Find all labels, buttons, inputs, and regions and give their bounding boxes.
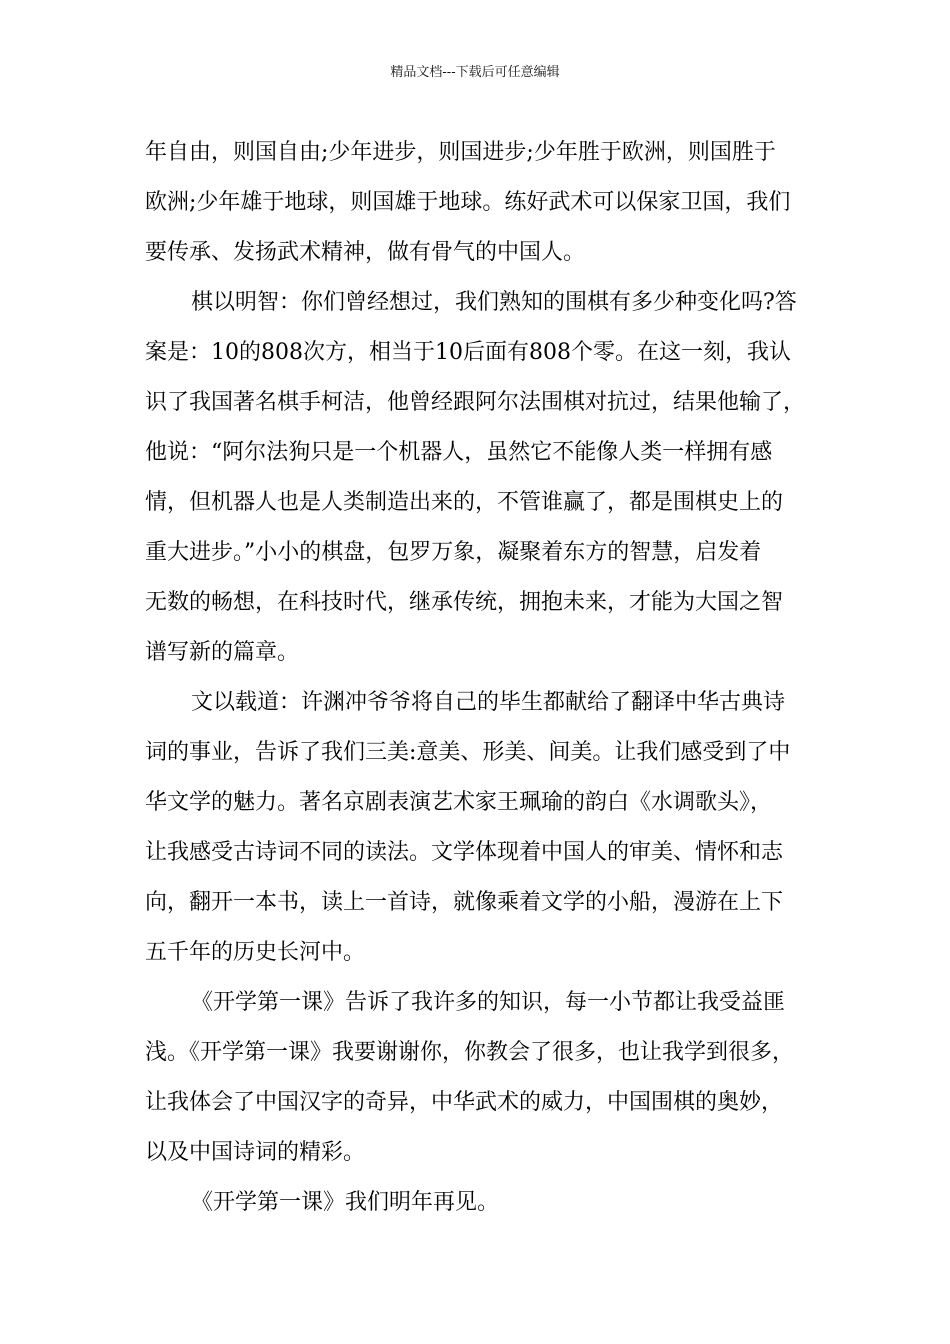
text-line: 识了我国著名棋手柯洁，他曾经跟阿尔法围棋对抗过，结果他输了， bbox=[145, 390, 806, 415]
text-line: 华文学的魅力。著名京剧表演艺术家王珮瑜的韵白《水调歌头》， bbox=[145, 790, 773, 815]
text-line: 案是：10的808次方，相当于10后面有808个零。在这一刻，我认 bbox=[145, 340, 791, 365]
paragraph bbox=[145, 978, 815, 1178]
document-body bbox=[145, 128, 815, 1228]
text-line: 《开学第一课》我们明年再见。 bbox=[191, 1190, 500, 1215]
text-line: 他说：“阿尔法狗只是一个机器人，虽然它不能像人类一样拥有感 bbox=[145, 440, 773, 465]
text-line: 无数的畅想，在科技时代，继承传统，拥抱未来，才能为大国之智 bbox=[145, 590, 784, 615]
text-line: 向，翻开一本书，读上一首诗，就像乘着文学的小船，漫游在上下 bbox=[145, 890, 784, 915]
paragraph bbox=[145, 128, 815, 278]
text-line: 《开学第一课》告诉了我许多的知识，每一小节都让我受益匪 bbox=[191, 990, 786, 1015]
text-line: 年自由，则国自由;少年进步，则国进步;少年胜于欧洲，则国胜于 bbox=[145, 140, 776, 165]
paragraph bbox=[145, 278, 815, 678]
text-line: 让我感受古诗词不同的读法。文学体现着中国人的审美、情怀和志 bbox=[145, 840, 784, 865]
text-line: 浅。《开学第一课》我要谢谢你，你教会了很多，也让我学到很多， bbox=[145, 1040, 795, 1065]
text-line: 谱写新的篇章。 bbox=[145, 640, 300, 665]
text-line: 要传承、发扬武术精神，做有骨气的中国人。 bbox=[145, 240, 586, 265]
paragraph bbox=[145, 678, 815, 978]
paragraph bbox=[145, 1178, 815, 1228]
text-line: 五千年的历史长河中。 bbox=[145, 940, 366, 965]
text-line: 情，但机器人也是人类制造出来的，不管谁赢了，都是围棋史上的 bbox=[145, 490, 784, 515]
page-header: 精品文档---下载后可任意编辑 bbox=[390, 65, 560, 80]
text-line: 文以载道：许渊冲爷爷将自己的毕生都献给了翻译中华古典诗 bbox=[191, 690, 786, 715]
text-line: 重大进步。”小小的棋盘，包罗万象，凝聚着东方的智慧，启发着 bbox=[145, 540, 762, 565]
text-line: 棋以明智：你们曾经想过，我们熟知的围棋有多少种变化吗?答 bbox=[191, 290, 797, 315]
text-line: 让我体会了中国汉字的奇异，中华武术的威力，中国围棋的奥妙， bbox=[145, 1090, 784, 1115]
text-line: 以及中国诗词的精彩。 bbox=[145, 1140, 366, 1165]
text-line: 词的事业，告诉了我们三美:意美、形美、间美。让我们感受到了中 bbox=[145, 740, 791, 765]
text-line: 欧洲;少年雄于地球，则国雄于地球。练好武术可以保家卫国，我们 bbox=[145, 190, 791, 215]
